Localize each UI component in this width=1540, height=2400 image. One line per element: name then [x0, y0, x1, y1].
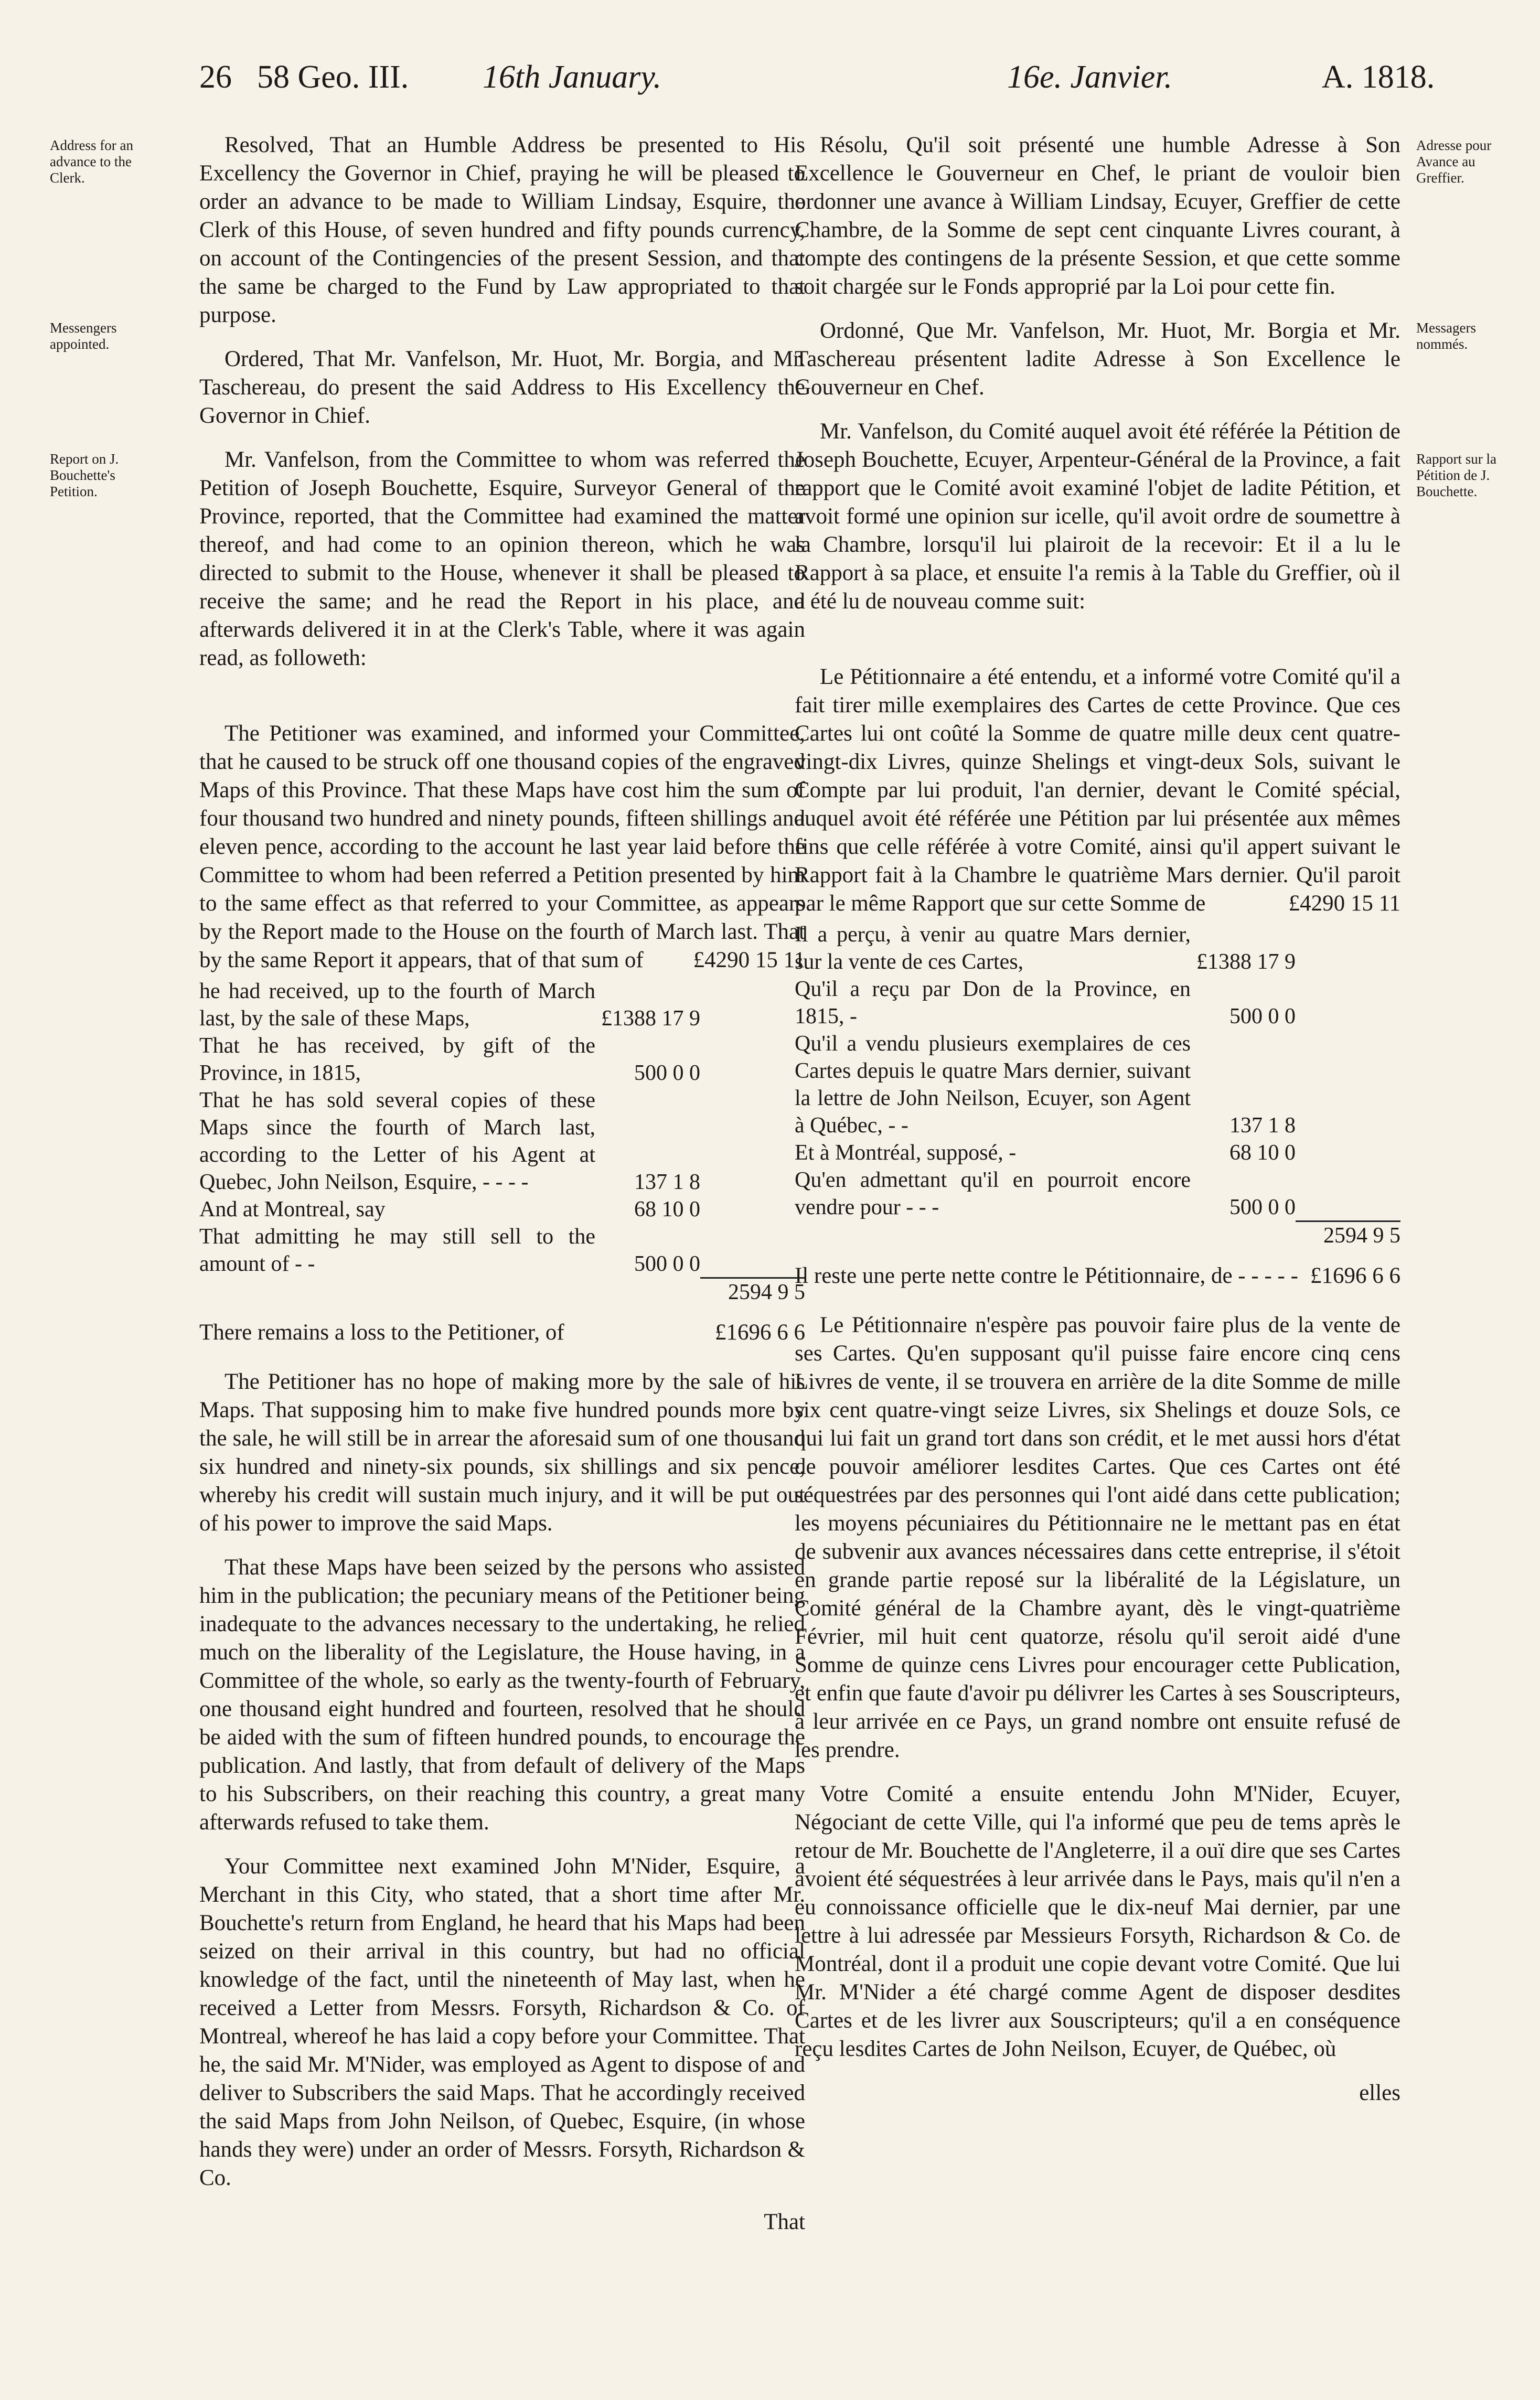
- regnal-year: 58 Geo. III.: [257, 59, 409, 95]
- catchword: That: [764, 2209, 805, 2234]
- margin-note-report: Report on J. Bouchette's Petition.: [50, 451, 119, 499]
- total-cost: £4290 15 11: [693, 948, 805, 972]
- page-number: 26: [199, 59, 232, 95]
- margin-note-address: Address for an advance to the Clerk.: [50, 137, 133, 186]
- margin-note-adresse: Adresse pour Avance au Greffier.: [1416, 137, 1492, 186]
- account-row: Il a perçu, à venir au quatre Mars dernier, sur la vente de ces Cartes, £1388 17 9: [795, 923, 1296, 974]
- account-table-fr: [795, 921, 1400, 1249]
- account-sum-row: 2594 9 5: [199, 1278, 805, 1306]
- english-column: [199, 131, 805, 2236]
- remaining-loss-fr: Il reste une perte nette contre le Pétitionnaire, de - - - - - £1696 6 6: [795, 1263, 1400, 1288]
- petition-examination: The Petitioner was examined, and informed your Committee, that he caused to be struck off one thousand copies of the engraved Maps of this Province. That these Maps have cost him the sum of four thousand two hundred and ninety pounds, fifteen shillings and eleven pence, according to the account he last year laid before the Committee to whom had been referred a Petition presented by him to the same effect as that referred to your Committee, as appears by the Report made to the House on the fourth of March last. That by the same Report it appears, that of that sum of £4290 15 11: [199, 720, 805, 974]
- catchword-fr: elles: [1359, 2080, 1400, 2105]
- order-paragraph-fr: Ordonné, Que Mr. Vanfelson, Mr. Huot, Mr. Borgia et Mr. Taschereau présentent ladite Adresse à Son Excellence le Gouverneur en Chef.: [795, 318, 1400, 400]
- resolution-paragraph: Resolved, That an Humble Address be presented to His Excellency the Governor in Chief, praying he will be pleased to order an advance to be made to William Lindsay, Esquire, the Clerk of this House, of seven hundred and fifty pounds currency, on account of the Contingencies of the present Session, and that the same be charged to the Fund by Law appropriated to that purpose.: [199, 133, 805, 327]
- margin-note-messengers: Messengers appointed.: [50, 320, 117, 352]
- resolution-paragraph-fr: Résolu, Qu'il soit présenté une humble Adresse à Son Excellence le Gouverneur en Chef, le priant de vouloir bien ordonner une avance à William Lindsay, Ecuyer, Greffier de cette Chambre, de la Somme de sept cent cinquante Livres courant, à compte des contingens de la présente Session, et que cette somme soit chargée sur le Fonds approprié par la Loi pour cette fin.: [795, 133, 1400, 299]
- account-row: That he has sold several copies of these Maps since the fourth of March last, according to the Letter of his Agent at Quebec, John Neilson, Esquire, - - - - 137 1 8: [199, 1088, 700, 1194]
- mcnider-paragraph: Your Committee next examined John M'Nider, Esquire, a Merchant in this City, who stated, that a short time after Mr. Bouchette's return from England, he heard that his Maps had been seized on their arrival in this country, but had no official knowledge of the fact, until the nineteenth of May last, when he received a Letter from Messrs. Forsyth, Richardson & Co. of Montreal, whereof he has laid a copy before your Committee. That he, the said Mr. M'Nider, was employed as Agent to dispose of and deliver to Subscribers the said Maps. That he accordingly received the said Maps from John Neilson, of Quebec, Esquire, (in whose hands they were) under an order of Messrs. Forsyth, Richardson & Co.: [199, 1853, 805, 2190]
- account-table: [199, 978, 805, 1306]
- account-row: And at Montreal, say 68 10 0: [199, 1197, 700, 1222]
- account-row: That admitting he may still sell to the amount of - - 500 0 0: [199, 1225, 700, 1276]
- total-cost-fr: £4290 15 11: [1288, 891, 1400, 916]
- account-row: Qu'en admettant qu'il en pourroit encore vendre pour - - - 500 0 0: [795, 1168, 1296, 1219]
- no-hope-paragraph-fr: Le Pétitionnaire n'espère pas pouvoir faire plus de la vente de ses Cartes. Qu'en supposant qu'il puisse faire encore cinq cens Livres de vente, il se trouvera en arrière de la dite Somme de mille six cent quatre-vingt seize Livres, six Shelings et douze Sols, ce qui lui fait un grand tort dans son crédit, et le met aussi hors d'état de pouvoir améliorer lesdites Cartes. Que ces Cartes ont été séquestrées par des personnes qui l'ont aidé dans cette publication; les moyens pécuniaires du Pétitionnaire ne le mettant pas en état de subvenir aux avances nécessaires dans cette entreprise, il s'étoit en grande partie reposé sur la libéralité de la Législature, un Comité général de la Chambre ayant, dès le vingt-quatrième Février, mil huit cent quatorze, résolu qu'il seroit aidé d'une Somme de quinze cens Livres pour encourager cette Publication, et enfin que faute d'avoir pu délivrer les Cartes à ses Souscripteurs, à leur arrivée en ce Pays, un grand nombre ont ensuite refusé de les prendre.: [795, 1312, 1400, 1762]
- account-row: Qu'il a reçu par Don de la Province, en 1815, - 500 0 0: [795, 977, 1296, 1028]
- petition-examination-fr: Le Pétitionnaire a été entendu, et a informé votre Comité qu'il a fait tirer mille exemplaires des Cartes de cette Province. Que ces Cartes lui ont coûté la Somme de quatre mille deux cent quatre-vingt-dix Livres, quinze Shelings et vingt-deux Sols, suivant le Compte par lui produit, l'an dernier, devant le Comité spécial, auquel avoit été référée une Pétition par lui présentée aux mêmes fins que celle référée à votre Comité, ainsi qu'il appert suivant le Rapport fait à la Chambre le quatrième Mars dernier. Qu'il paroit par le même Rapport que sur cette Somme de £4290 15 11: [795, 663, 1400, 918]
- year: A. 1818.: [1322, 59, 1435, 95]
- order-paragraph: Ordered, That Mr. Vanfelson, Mr. Huot, Mr. Borgia, and Mr. Taschereau, do present the said Address to His Excellency the Governor in Chief.: [199, 347, 805, 428]
- margin-note-messagers: Messagers nommés.: [1416, 320, 1476, 352]
- account-row: Et à Montréal, supposé, - 68 10 0: [795, 1141, 1296, 1165]
- maps-seized-paragraph: That these Maps have been seized by the persons who assisted him in the publication; the pecuniary means of the Petitioner being inadequate to the advances necessary to the undertaking, he relied much on the liberality of the Legislature, the House having, in a Committee of the whole, so early as the twenty-fourth of February, one thousand eight hundred and fourteen, resolved that he should be aided with the sum of fifteen hundred pounds, to encourage the publication. And lastly, that from default of delivery of the Maps to his Subscribers, on their reaching this country, a great many afterwards refused to take them.: [199, 1555, 805, 1835]
- no-hope-paragraph: The Petitioner has no hope of making more by the sale of his Maps. That supposing him to make five hundred pounds more by the sale, he will still be in arrear the aforesaid sum of one thousand six hundred and ninety-six pounds, six shillings and six pence, whereby his credit will sustain much injury, and it will be put out of his power to improve the said Maps.: [199, 1369, 805, 1536]
- committee-report-intro-fr: Mr. Vanfelson, du Comité auquel avoit été référée la Pétition de Joseph Bouchette, Ecuyer, Arpenteur-Général de la Province, a fait rapport que le Comité avoit examiné l'objet de ladite Pétition, et avoit formé une opinion sur icelle, qu'il avoit ordre de soumettre à la Chambre, lorsqu'il lui plairoit de la recevoir: Et il a lu le Rapport à sa place, et ensuite l'a remis à la Table du Greffier, où il a été lu de nouveau comme suit:: [795, 419, 1400, 614]
- date-english: 16th January.: [483, 59, 661, 95]
- account-row: That he has received, by gift of the Province, in 1815, 500 0 0: [199, 1034, 700, 1085]
- french-column: [795, 131, 1400, 2107]
- mcnider-paragraph-fr: Votre Comité a ensuite entendu John M'Nider, Ecuyer, Négociant de cette Ville, qui l'a informé que peu de tems après le retour de Mr. Bouchette de l'Angleterre, il a ouï dire que ses Cartes avoient été séquestrées à leur arrivée dans le Pays, mais qu'il n'en a eu connoissance officielle que le dix-neuf Mai dernier, par une lettre à lui adressée par Messieurs Forsyth, Richardson & Co. de Montréal, dont il a produit une copie devant votre Comité. Que lui Mr. M'Nider a été chargé comme Agent de disposer desdites Cartes et de les livrer aux Souscripteurs; qu'il a en conséquence reçu lesdites Cartes de John Neilson, Ecuyer, de Québec, où: [795, 1781, 1400, 2061]
- margin-note-rapport: Rapport sur la Pétition de J. Bouchette.: [1416, 451, 1496, 499]
- date-french: 16e. Janvier.: [1007, 59, 1173, 95]
- account-row: Qu'il a vendu plusieurs exemplaires de ces Cartes depuis le quatre Mars dernier, suivant la lettre de John Neilson, Ecuyer, son Agent à Québec, - - 137 1 8: [795, 1032, 1296, 1138]
- committee-report-intro: Mr. Vanfelson, from the Committee to whom was referred the Petition of Joseph Bouchette, Esquire, Surveyor General of the Province, reported, that the Committee had examined the matter thereof, and had come to an opinion thereon, which he was directed to submit to the House, whenever it shall be pleased to receive the same; and he read the Report in his place, and afterwards delivered it in at the Clerk's Table, where it was again read, as followeth:: [199, 447, 805, 670]
- account-sum-row: 2594 9 5: [795, 1221, 1400, 1249]
- remaining-loss: There remains a loss to the Petitioner, of £1696 6 6: [199, 1320, 805, 1345]
- account-row: he had received, up to the fourth of March last, by the sale of these Maps, £1388 17 9: [199, 979, 700, 1031]
